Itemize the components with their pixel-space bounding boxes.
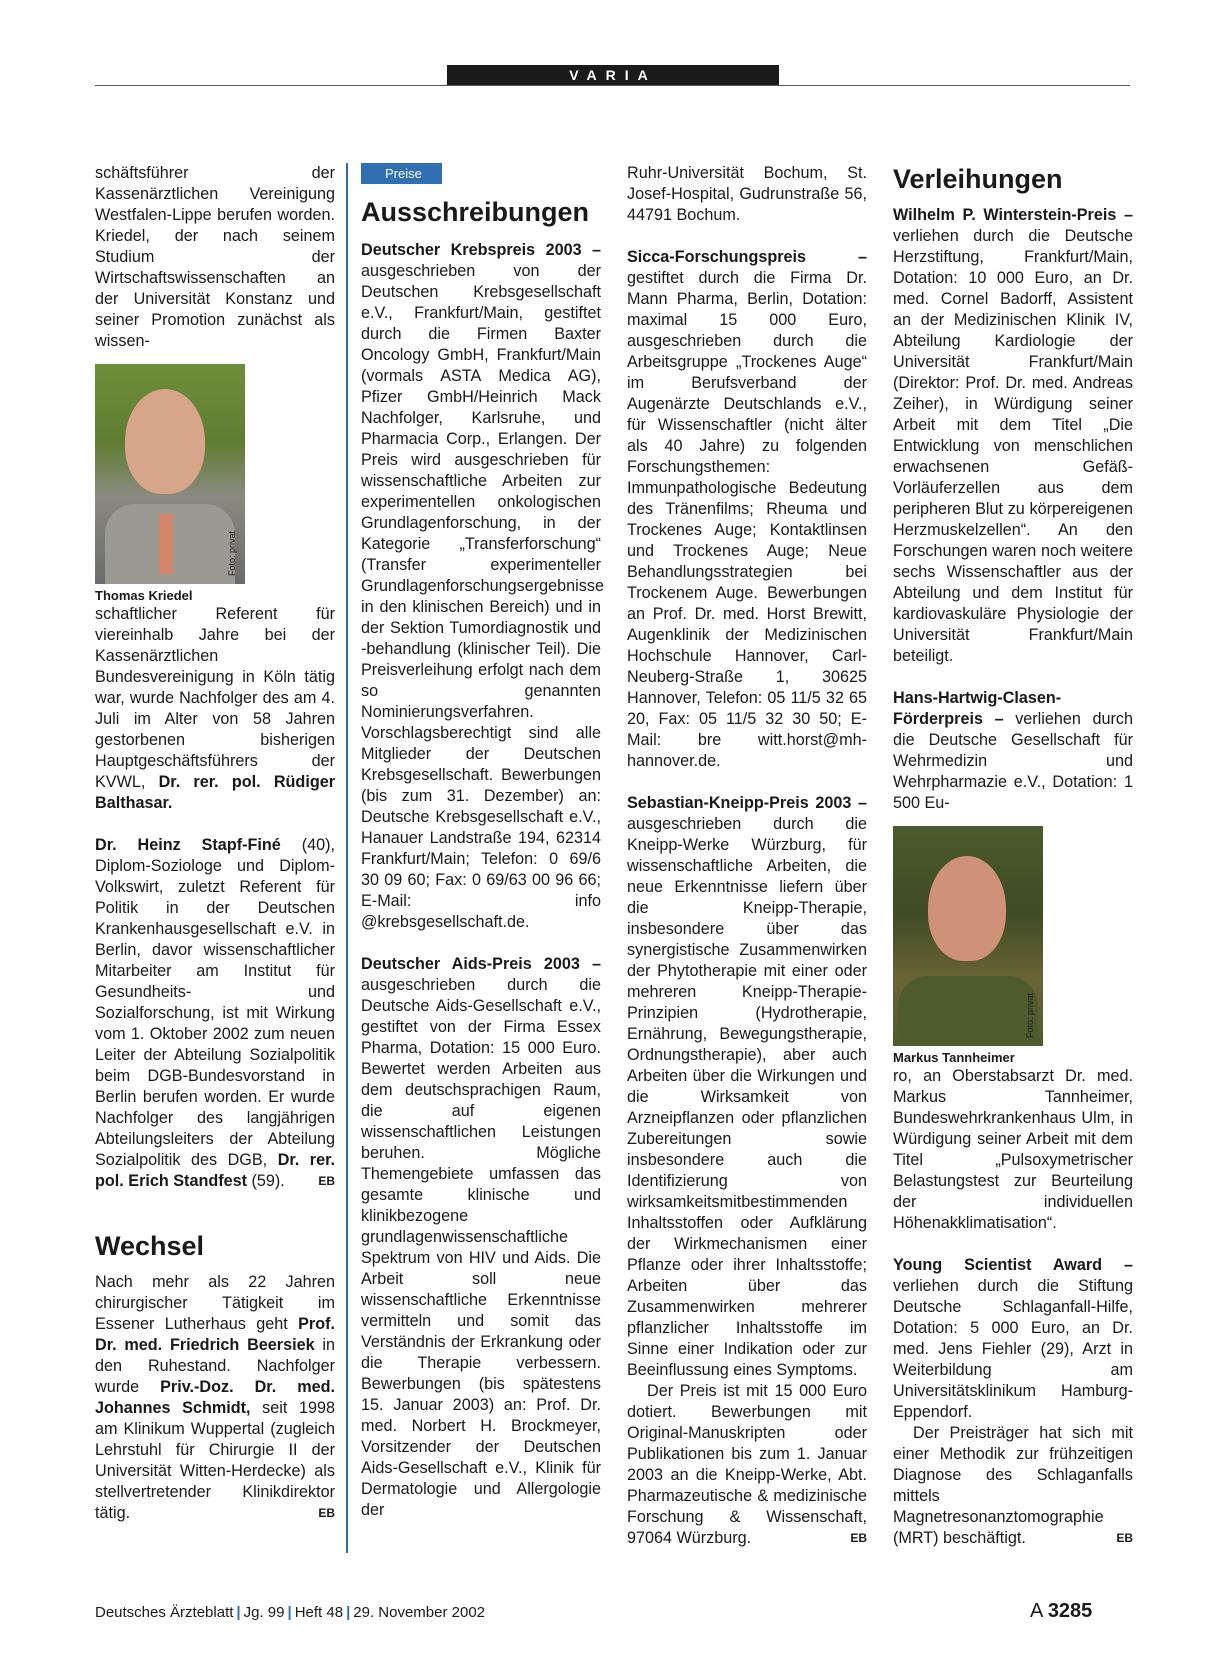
footer-citation: Deutsches Ärzteblatt | Jg. 99 | Heft 48 | 29. November 2002	[95, 1604, 486, 1621]
col4-paragraph-4: Young Scientist Award – verliehen durch die Stiftung Deutsche Schlaganfall-Hilfe, Dotation: 5 000 Euro, an Dr. med. Jens Fiehler (29), Arzt in Weiterbildung am Universitätsklinikum Hamburg-Eppendorf.	[893, 1256, 1133, 1421]
column-2	[361, 163, 604, 1521]
photo-credit: Foto: privat	[227, 530, 237, 576]
column-1	[95, 163, 335, 1524]
journal-date: 29. November 2002	[353, 1604, 486, 1621]
header-rule	[95, 85, 1130, 86]
col2-paragraph-2: Deutscher Aids-Preis 2003 – ausgeschrieben durch die Deutsche Aids-Gesellschaft e.V., gestiftet von der Firma Essex Pharma, Dotation: 15 000 Euro. Bewertet werden Arbeiten aus dem deutschsprachigen Raum, die auf eigenen wissenschaftlichen Leistungen beruhen. Mögliche Themengebiete umfassen das gesamte klinische und klinikbezogene grundlagenwissenschaftliche Spektrum von HIV und Aids. Die Arbeit soll neue wissenschaftliche Erkenntnisse vermitteln und somit das Verständnis der Erkrankung oder die Therapie verbessern. Bewerbungen (bis spätestens 15. Januar 2003) an: Prof. Dr. med. Norbert H. Brockmeyer, Vorsitzender der Deutschen Aids-Gesellschaft e.V., Klinik für Dermatologie und Allergologie der	[361, 955, 601, 1519]
section-title-wechsel: Wechsel	[95, 1231, 205, 1261]
col3-paragraph-1: Ruhr-Universität Bochum, St. Josef-Hospital, Gudrunstraße 56, 44791 Bochum.	[627, 164, 867, 224]
photo-thomas-kriedel	[95, 364, 245, 584]
section-title-ausschreibungen: Ausschreibungen	[361, 197, 590, 227]
page-number: A 3285	[1030, 1600, 1093, 1622]
photo-markus-tannheimer	[893, 826, 1043, 1046]
col4-paragraph-2: Hans-Hartwig-Clasen-Förderpreis – verliehen durch die Deutsche Gesellschaft für Wehrmedizin und Wehrpharmazie e.V., Dotation: 1 500 Eu-	[893, 689, 1133, 812]
col1-paragraph-3: Dr. Heinz Stapf-Finé (40), Diplom-Soziologe und Diplom-Volkswirt, zuletzt Referent für Politik in der Deutschen Krankenhausgesellschaft e.V. in Berlin, davor wissenschaftlicher Mitarbeiter am Institut für Gesundheits- und Sozialforschung, ist mit Wirkung vom 1. Oktober 2002 zum neuen Leiter der Abteilung Sozialpolitik beim DGB-Bundesvorstand in Berlin berufen worden. Er wurde Nachfolger des langjährigen Abteilungsleiters der Abteilung Sozialpolitik des DGB, Dr. rer. pol. Erich Standfest (59). EB	[95, 836, 335, 1190]
column-4	[893, 163, 1133, 1549]
col4-paragraph-3: ro, an Oberstabsarzt Dr. med. Markus Tannheimer, Bundeswehrkrankenhaus Ulm, in Würdigung seiner Arbeit mit dem Titel „Pulsoxymetrischer Belastungstest zur Beurteilung der individuellen Höhenakklimatisation“.	[893, 1067, 1133, 1232]
section-header-bar: VARIA	[447, 65, 779, 85]
journal-volume: Jg. 99	[243, 1604, 285, 1621]
author-initials: EB	[850, 1531, 867, 1545]
journal-name: Deutsches Ärzteblatt	[95, 1604, 234, 1621]
col1-paragraph-1: schäftsführer der Kassenärztlichen Vereinigung Westfalen-Lippe berufen worden. Kriedel, der nach seinem Studium der Wirtschaftswissenschaften an der Universität Konstanz und seiner Promotion zunächst als wissen-	[95, 164, 335, 350]
section-title-verleihungen: Verleihungen	[893, 164, 1063, 194]
author-initials: EB	[318, 1174, 335, 1188]
col2-paragraph-1: Deutscher Krebspreis 2003 – ausgeschrieben von der Deutschen Krebsgesellschaft e.V., Frankfurt/Main, gestiftet durch die Firmen Baxter Oncology GmbH, Frankfurt/Main (vormals ASTA Medica AG), Pfizer GmbH/Heinrich Mack Nachfolger, Karlsruhe, und Pharmacia Corp., Erlangen. Der Preis wird ausgeschrieben für wissenschaftliche Arbeiten zur experimentellen onkologischen Grundlagenforschung, in der Kategorie „Transferforschung“ (Transfer experimenteller Grundlagenforschungsergebnisse in den klinischen Bereich) und in der Sektion Tumordiagnostik und -behandlung (klinischer Teil). Die Preisverleihung erfolgt nach dem so genannten Nominierungsverfahren. Vorschlagsberechtigt sind alle Mitglieder der Deutschen Krebsgesellschaft. Bewerbungen (bis zum 31. Dezember) an: Deutsche Krebsgesellschaft e.V., Hanauer Landstraße 194, 62314 Frankfurt/Main; Telefon: 0 69/6 30 09 60; Fax: 0 69/63 00 96 66; E-Mail: info @krebsgesellschaft.de.	[361, 241, 604, 931]
col4-paragraph-5: Der Preisträger hat sich mit einer Methodik zur frühzeitigen Diagnose des Schlaganfalls mittels Magnetresonanztomographie (MRT) beschäftigt. EB	[893, 1424, 1133, 1547]
column-3	[627, 163, 867, 1549]
category-tag: Preise	[361, 163, 442, 184]
column-divider	[346, 163, 348, 1553]
col3-paragraph-2: Sicca-Forschungspreis – gestiftet durch die Firma Dr. Mann Pharma, Berlin, Dotation: maximal 15 000 Euro, ausgeschrieben durch die Arbeitsgruppe „Trockenes Auge“ im Berufsverband der Augenärzte Deutschlands e.V., für Wissenschaftler (nicht älter als 40 Jahre) zu folgenden Forschungsthemen: Immunpathologische Bedeutung des Tränenfilms; Rheuma und Trockenes Auge; Kontaktlinsen und Trockenes Auge; Neue Behandlungsstrategien bei Trockenem Auge. Bewerbungen an Prof. Dr. med. Horst Brewitt, Augenklinik der Medizinischen Hochschule Hannover, Carl-Neuberg-Straße 1, 30625 Hannover, Telefon: 05 11/5 32 65 20, Fax: 05 11/5 32 30 50; E-Mail: bre witt.horst@mh-hannover.de.	[627, 248, 867, 770]
col3-paragraph-4: Der Preis ist mit 15 000 Euro dotiert. Bewerbungen mit Original-Manuskripten oder Publikationen bis zum 1. Januar 2003 an die Kneipp-Werke, Abt. Pharmazeutische & medizinische Forschung & Wissenschaft, 97064 Würzburg. EB	[627, 1382, 867, 1547]
col1-paragraph-4: Nach mehr als 22 Jahren chirurgischer Tätigkeit im Essener Lutherhaus geht Prof. Dr. med. Friedrich Beersiek in den Ruhestand. Nachfolger wurde Priv.-Doz. Dr. med. Johannes Schmidt, seit 1998 am Klinikum Wuppertal (zugleich Lehrstuhl für Chirurgie II der Universität Witten-Herdecke) als stellvertretender Klinikdirektor tätig. EB	[95, 1273, 335, 1522]
col1-paragraph-2: schaftlicher Referent für viereinhalb Jahre bei der Kassenärztlichen Bundesvereinigung in Köln tätig war, wurde Nachfolger des am 4. Juli im Alter von 58 Jahren gestorbenen bisherigen Hauptgeschäftsführers der KVWL, Dr. rer. pol. Rüdiger Balthasar.	[95, 605, 336, 812]
photo-credit: Foto: privat	[1025, 992, 1035, 1038]
author-initials: EB	[1116, 1531, 1133, 1545]
col4-paragraph-1: Wilhelm P. Winterstein-Preis – verliehen durch die Deutsche Herzstiftung, Frankfurt/Main, Dotation: 10 000 Euro, an Dr. med. Cornel Badorff, Assistent an der Medizinischen Klinik IV, Abteilung Kardiologie der Universität Frankfurt/Main (Direktor: Prof. Dr. med. Andreas Zeiher), in Würdigung seiner Arbeit mit dem Titel „Die Entwicklung von menschlichen erwachsenen Gefäß-Vorläuferzellen aus dem peripheren Blut zu körpereigenen Herzmuskelzellen“. An den Forschungen waren noch weitere sechs Wissenschaftler aus der Abteilung und dem Institut für kardiovaskuläre Physiologie der Universität Frankfurt/Main beteiligt.	[893, 206, 1133, 665]
photo-caption: Markus Tannheimer	[893, 1050, 1015, 1065]
photo-caption: Thomas Kriedel	[95, 588, 193, 603]
journal-issue: Heft 48	[294, 1604, 344, 1621]
col3-paragraph-3: Sebastian-Kneipp-Preis 2003 – ausgeschrieben durch die Kneipp-Werke Würzburg, für wissenschaftliche Arbeiten, die neue Erkenntnisse liefern über die Kneipp-Therapie, insbesondere über das synergistische Zusammenwirken der Phytotherapie mit einer oder mehreren Kneipp-Therapie-Prinzipien (Hydrotherapie, Ernährung, Bewegungstherapie, Ordnungstherapie), aber auch Arbeiten über die Wirkungen und die Wirksamkeit von Arzneipflanzen oder pflanzlichen Zubereitungen sowie insbesondere auch die Identifizierung von wirksamkeitsmitbestimmenden Inhaltsstoffen oder Aufklärung der Wirkmechanismen einer Pflanze oder ihrer Inhaltsstoffe; Arbeiten über das Zusammenwirken mehrerer pflanzlicher Inhaltsstoffe im Sinne einer Indikation oder zur Beeinflussung eines Symptoms.	[627, 794, 867, 1379]
author-initials: EB	[318, 1506, 335, 1520]
